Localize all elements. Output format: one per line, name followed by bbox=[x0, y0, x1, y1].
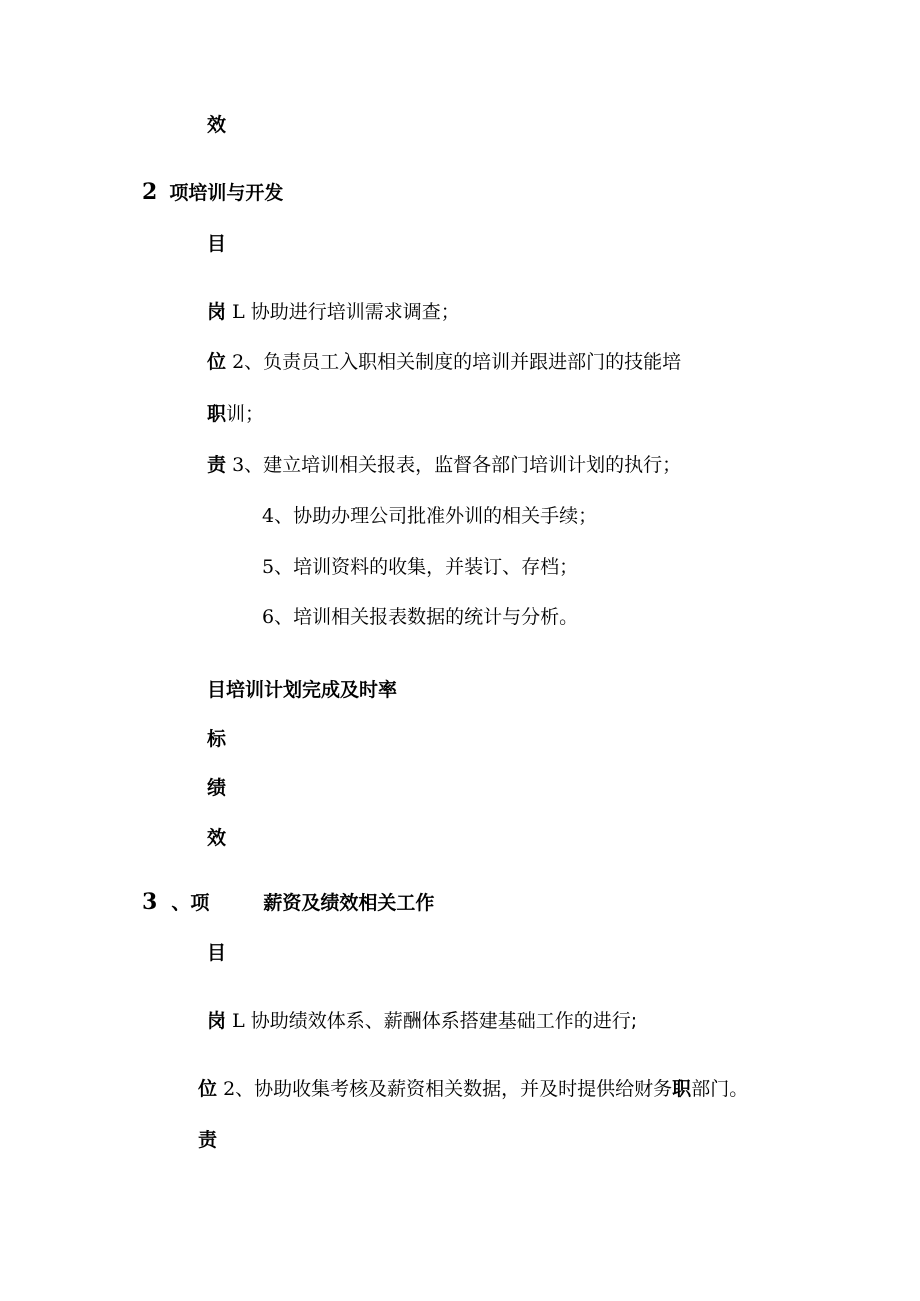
section-3-heading bbox=[142, 890, 434, 915]
duty-label-inline: 职 bbox=[672, 1078, 692, 1100]
section-3-separator: 、项 bbox=[171, 892, 210, 914]
duty-number: 4、 bbox=[262, 505, 294, 527]
duty-label: 职 bbox=[207, 403, 227, 425]
duty-line bbox=[207, 350, 681, 374]
duty-text: 负责员工入职相关制度的培训并跟进部门的技能培 bbox=[263, 351, 682, 373]
duty-number: L bbox=[232, 301, 245, 323]
duty-line bbox=[262, 605, 578, 629]
duty-line bbox=[207, 453, 681, 477]
duty-line bbox=[198, 1077, 748, 1101]
duty-text: 协助收集考核及薪资相关数据，并及时提供给财务 bbox=[254, 1078, 673, 1100]
duty-number: 2、 bbox=[223, 1078, 255, 1100]
duty-number: 6、 bbox=[262, 606, 294, 628]
section-2-number: 2 bbox=[142, 179, 158, 205]
duty-line bbox=[262, 555, 578, 579]
duty-number: 2、 bbox=[232, 351, 264, 373]
duty-number: 5、 bbox=[262, 556, 294, 578]
duty-line bbox=[207, 402, 264, 426]
duty-number: 3、 bbox=[232, 454, 264, 476]
kpi-label-char: 绩 bbox=[207, 777, 227, 799]
duty-line bbox=[207, 300, 460, 324]
duty-label: 位 bbox=[207, 351, 227, 373]
duty-text: 协助进行培训需求调查； bbox=[250, 301, 460, 323]
duty-text: 培训资料的收集，并装订、存档； bbox=[293, 556, 579, 578]
kpi-line: 目培训计划完成及时率 bbox=[207, 679, 398, 701]
section-2-heading bbox=[142, 180, 283, 205]
section-2-sub: 目 bbox=[207, 233, 227, 255]
duty-line bbox=[262, 504, 597, 528]
section-3-title: 薪资及绩效相关工作 bbox=[263, 892, 435, 914]
duty-text: 协助办理公司批准外训的相关手续； bbox=[293, 505, 598, 527]
duty-label: 位 bbox=[198, 1078, 218, 1100]
kpi-label-char: 标 bbox=[207, 728, 227, 750]
duty-label: 岗 bbox=[207, 1010, 227, 1032]
duty-text: 协助绩效体系、薪酬体系搭建基础工作的进行; bbox=[250, 1010, 638, 1032]
duty-number: L bbox=[232, 1010, 245, 1032]
duty-label: 责 bbox=[198, 1129, 218, 1151]
section-2-title: 项培训与开发 bbox=[169, 182, 284, 204]
section-3-sub: 目 bbox=[207, 942, 227, 964]
duty-text-tail: 部门。 bbox=[691, 1078, 749, 1100]
kpi-label-char: 效 bbox=[207, 114, 227, 136]
duty-text: 培训相关报表数据的统计与分析。 bbox=[293, 606, 579, 628]
duty-text: 建立培训相关报表，监督各部门培训计划的执行； bbox=[263, 454, 682, 476]
kpi-label-char: 效 bbox=[207, 827, 227, 849]
duty-label: 岗 bbox=[207, 301, 227, 323]
section-3-number: 3 bbox=[142, 889, 158, 915]
duty-text: 训； bbox=[226, 403, 265, 425]
duty-line bbox=[207, 1009, 637, 1033]
duty-label: 责 bbox=[207, 454, 227, 476]
